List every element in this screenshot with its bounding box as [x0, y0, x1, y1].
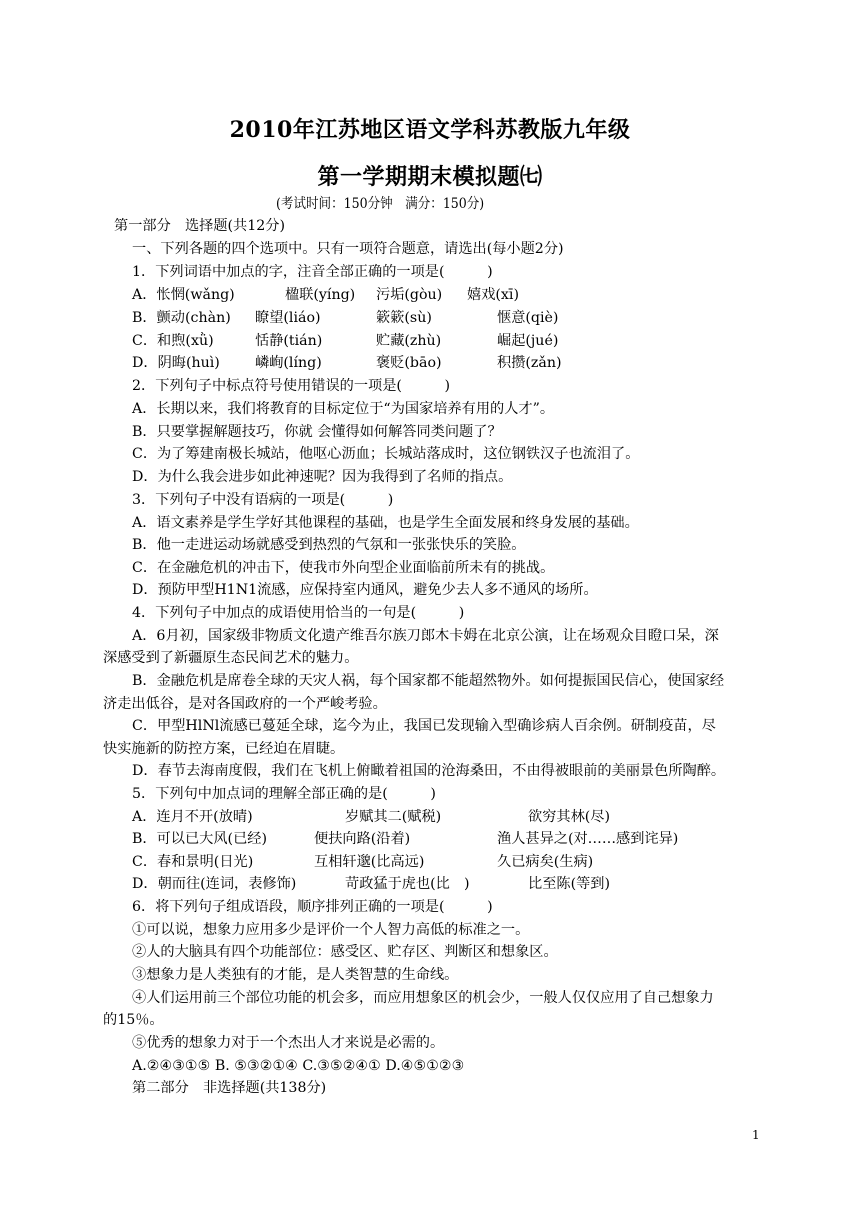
q1-option-cell: 瞭望(liáo) [255, 310, 321, 326]
part1-heading: 第一部分 选择题(共12分) [114, 218, 285, 234]
q5-option-cell: 互相轩邈(比高远) [314, 854, 425, 870]
part2-heading: 第二部分 非选择题(共138分) [132, 1080, 327, 1096]
q4-option-a-cont: 深感受到了新疆原生态民间艺术的魅力。 [103, 650, 359, 666]
q5-option-cell: 渔人甚异之(对……感到诧异) [497, 831, 679, 847]
q3-option-a: A．语文素养是学生学好其他课程的基础，也是学生全面发展和终身发展的基础。 [132, 515, 639, 531]
q1-option-cell: 嶙峋(líng) [255, 355, 322, 371]
q1-stem: 1．下列词语中加点的字，注音全部正确的一项是( ) [132, 264, 493, 280]
q6-sentence-4: ④人们运用前三个部位功能的机会多，而应用想象区的机会少，一般人仅仅应用了自己想象力 [132, 990, 714, 1006]
q1-option-cell: C．和煦(xǜ) [132, 333, 214, 349]
q5-option-cell: 便扶向路(沿着) [314, 831, 411, 847]
q1-option-cell: 褒贬(bāo) [376, 355, 442, 371]
q1-option-cell: 楹联(yíng) [285, 287, 356, 303]
q5-option-cell: 久已病矣(生病) [497, 854, 594, 870]
q3-stem: 3．下列句子中没有语病的一项是( ) [132, 492, 394, 508]
page-number: 1 [752, 1128, 760, 1142]
q1-option-cell: 贮藏(zhù) [376, 333, 442, 349]
q6-sentence-4-cont: 的15％。 [103, 1012, 164, 1028]
q1-option-cell: 崛起(jué) [497, 333, 559, 349]
q5-option-cell: 比至陈(等到) [528, 876, 611, 892]
q4-option-c: C．甲型HlNl流感已蔓延全球，迄今为止，我国已发现输入型确诊病人百余例。研制疫苗，尽 [132, 718, 716, 734]
q5-stem: 5．下列句中加点词的理解全部正确的是( ) [132, 786, 436, 802]
q3-option-b: B．他一走进运动场就感受到热烈的气氛和一张张快乐的笑脸。 [132, 537, 526, 553]
exam-info: (考试时间：150分钟 满分：150分) [276, 196, 485, 212]
q5-option-cell: C．春和景明(日光) [132, 854, 254, 870]
q2-option-c: C．为了筹建南极长城站，他呕心沥血；长城站落成时，这位钢铁汉子也流泪了。 [132, 446, 640, 462]
q1-option-cell: 嬉戏(xī) [467, 287, 519, 303]
q2-option-b: B．只要掌握解题技巧，你就 会懂得如何解答同类问题了？ [132, 424, 502, 440]
q5-option-cell: A．连月不开(放晴) [132, 809, 253, 825]
section1-heading: 一、下列各题的四个选项中。只有一项符合题意，请选出(每小题2分) [132, 241, 564, 257]
q5-option-cell: 苛政猛于虎也(比 ) [345, 876, 470, 892]
q1-option-cell: 恬静(tián) [255, 333, 323, 349]
q6-sentence-5: ⑤优秀的想象力对于一个杰出人才来说是必需的。 [132, 1035, 445, 1051]
q6-sentence-3: ③想象力是人类独有的才能，是人类智慧的生命线。 [132, 967, 459, 983]
q6-sentence-1: ①可以说，想象力应用多少是评价一个人智力高低的标准之一。 [132, 922, 530, 938]
q3-option-d: D．预防甲型H1N1流感，应保持室内通风，避免少去人多不通风的场所。 [132, 582, 598, 598]
q2-option-a: A．长期以来，我们将教育的目标定位于“为国家培养有用的人才”。 [132, 401, 555, 417]
q6-answer-options: A.②④③①⑤ B. ⑤③②①④ C.③⑤②④① D.④⑤①②③ [132, 1058, 465, 1074]
document-title: 2010年江苏地区语文学科苏教版九年级 [229, 117, 631, 143]
q4-option-a: A．6月初，国家级非物质文化遗产维吾尔族刀郎木卡姆在北京公演，让在场观众目瞪口呆，深 [132, 628, 719, 644]
q2-stem: 2．下列句子中标点符号使用错误的一项是( ) [132, 378, 451, 394]
q4-option-d: D．春节去海南度假，我们在飞机上俯瞰着祖国的沧海桑田，不由得被眼前的美丽景色所陶醉。 [132, 763, 726, 779]
q1-option-cell: 污垢(gòu) [376, 287, 443, 303]
q4-stem: 4．下列句子中加点的成语使用恰当的一句是( ) [132, 605, 465, 621]
q1-option-cell: 簌簌(sù) [376, 310, 432, 326]
q6-sentence-2: ②人的大脑具有四个功能部位：感受区、贮存区、判断区和想象区。 [132, 944, 558, 960]
q6-stem: 6．将下列句子组成语段，顺序排列正确的一项是( ) [132, 899, 493, 915]
q5-option-cell: 岁赋其二(赋税) [345, 809, 442, 825]
q1-option-cell: A．怅惘(wǎng) [132, 287, 235, 303]
q1-option-cell: 惬意(qiè) [497, 310, 559, 326]
q1-option-cell: D．阴晦(huì) [132, 355, 220, 371]
q4-option-b-cont: 济走出低谷，是对各国政府的一个严峻考验。 [103, 696, 387, 712]
document-subtitle: 第一学期期末模拟题㈦ [317, 164, 543, 190]
q4-option-c-cont: 快实施新的防控方案，已经迫在眉睫。 [103, 741, 345, 757]
q2-option-d: D．为什么我会进步如此神速呢？因为我得到了名师的指点。 [132, 469, 513, 485]
q5-option-cell: D．朝而往(连词，表修饰) [132, 876, 297, 892]
q1-option-cell: 积攒(zǎn) [497, 355, 562, 371]
q5-option-cell: B．可以已大风(已经) [132, 831, 267, 847]
q5-option-cell: 欲穷其林(尽) [528, 809, 611, 825]
q4-option-b: B．金融危机是席卷全球的天灾人祸，每个国家都不能超然物外。如何提振国民信心，使国家经 [132, 673, 725, 689]
q1-option-cell: B．颤动(chàn) [132, 310, 231, 326]
q3-option-c: C．在金融危机的冲击下，使我市外向型企业面临前所未有的挑战。 [132, 560, 555, 576]
